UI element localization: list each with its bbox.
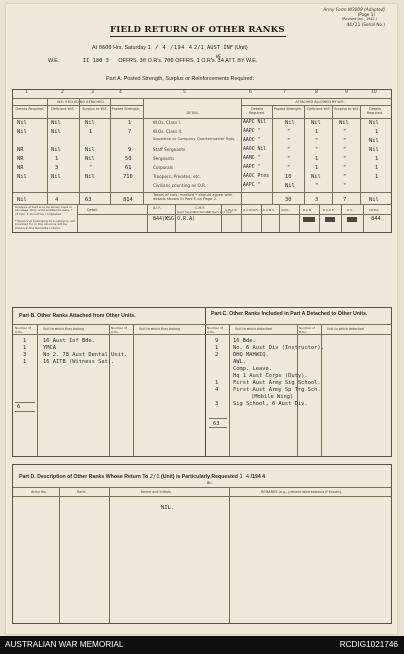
c-row-8-unit: (Mobile Wing)	[251, 394, 294, 400]
row-4-c9: "	[343, 156, 347, 162]
row-4-c10: 1	[375, 156, 379, 162]
we-line	[48, 58, 257, 64]
an-hdr-aif: A.I.F.	[153, 206, 161, 210]
row-6-detail: Troopers, Privates, etc.	[153, 174, 201, 179]
ors2-value: 34	[217, 58, 225, 64]
col-num-1: 1	[25, 90, 28, 95]
row-8-c9: 7	[343, 197, 347, 203]
c-row-6-num: 1	[215, 380, 219, 386]
b-hdr-unit: Unit to which they belong	[43, 327, 85, 331]
row-2-c6: AAOC "	[243, 138, 261, 143]
c-hdr-num: Number of O.Rs.	[207, 326, 223, 334]
part-b-title: Part B. Other Ranks Attached from Other Units.	[19, 313, 136, 319]
col-num-5: 5	[183, 90, 186, 95]
row-8-c8: 3	[315, 197, 319, 203]
an-hdr-civil: CIVIL.	[281, 208, 290, 212]
c-row-1-num: 1	[215, 345, 219, 351]
hdr-detail: DETAIL.	[186, 111, 200, 115]
d-hdr-name: Name and Initials.	[141, 490, 172, 494]
serial-label: (Serial No.)	[361, 22, 385, 27]
col-num-4: 4	[119, 90, 122, 95]
part-d-date: 1 4	[239, 474, 250, 480]
left-group-label: W.E. EXCLUDING ATTACHED.	[57, 100, 105, 104]
row-3-c2: Nil	[51, 147, 61, 153]
row-6-c3: Nil	[85, 174, 95, 180]
row-6-c2: Nil	[51, 174, 61, 180]
we-reference: II 180 3	[82, 58, 109, 64]
analysis-note-2: * Personnel belonging to a category not provided for in the columns will be shown in the Remarks column.	[15, 219, 75, 230]
row-3-c10: Nil	[369, 147, 379, 153]
unit-label: (Unit)	[234, 45, 248, 51]
row-8-c7: 30	[285, 197, 292, 203]
an-hdr-us: U.S.	[347, 208, 354, 212]
offrs-value: 30	[139, 58, 147, 64]
row-4-c2: 1	[55, 156, 59, 162]
att-label: ATT. BY W.E.	[225, 58, 258, 64]
hdr-deficient: Deficient W.E.	[51, 107, 75, 111]
offrs2-value: 1	[196, 58, 200, 64]
row-3-c3: Nil	[85, 147, 95, 153]
ors-value: 700	[163, 58, 174, 64]
time-value: 0600	[98, 45, 112, 51]
form-page	[6, 4, 397, 634]
footer-record-id: RCDIG1021746	[339, 640, 398, 649]
row-8-c2: 4	[55, 197, 59, 203]
an-hdr-aamws: A.A.M.W.S.	[243, 208, 259, 212]
c-row-6-unit: First Aust Army Sig School.	[233, 380, 321, 386]
row-7-c8: "	[315, 183, 319, 189]
c-row-7-unit: First Aust Army Sp Trg Sch.	[233, 387, 321, 393]
row-8-c4: 814	[123, 197, 133, 203]
an-hdr-ran: R.A.N.	[303, 208, 313, 212]
page-title: FIELD RETURN OF OTHER RANKS	[110, 25, 285, 35]
analysis-note-1: Analysis of Part A to be shown here in all cases. Only units entitled to pers. * of cols. 4 should be completed.	[15, 205, 73, 216]
row-5-c7: "	[287, 165, 291, 171]
row-6-c10: 1	[375, 174, 379, 180]
form-revised-text: (Revised Jan., 1942.)	[341, 17, 377, 21]
part-d-unit: 2/1	[149, 474, 160, 480]
analysis-value: 844(WSG.O.R.A)	[153, 216, 196, 222]
row-1-c4: 7	[128, 129, 132, 135]
row-2-c7: "	[287, 138, 291, 144]
row-5-c6: AAPC "	[243, 165, 261, 170]
row-5-c10: 1	[375, 165, 379, 171]
hdr-r-details-required-2: Details Required.	[366, 107, 384, 115]
b-hdr-unit-2: Unit to which they belong	[139, 327, 181, 331]
ors2-label: O.R's.	[201, 58, 217, 64]
part-a-table	[12, 89, 392, 233]
row-7-detail: Civilians counting as O.R.	[153, 183, 207, 188]
row-0-c2: Nil	[51, 120, 61, 126]
col-num-2: 2	[61, 90, 64, 95]
row-1-c2: Nil	[51, 129, 61, 135]
c-hdr-num-2: Number of O.Rs.	[299, 326, 315, 334]
right-group-label: ATTACHED ALLOWED BY W.E.	[295, 100, 345, 104]
row-3-c6: AAOC Nil	[243, 147, 267, 152]
d-hdr-army-no: Army No.	[31, 490, 47, 494]
col-num-10: 10	[371, 90, 377, 95]
row-2-c8: "	[315, 138, 319, 144]
col-num-7: 7	[283, 90, 286, 95]
row-3-c7: "	[287, 147, 291, 153]
b-hdr-num: Number of O.Rs.	[15, 326, 31, 334]
return-date: 1 / 4 /194 4	[147, 45, 193, 51]
c-row-5-unit: Hq 1 Aust Corps (Duty).	[233, 373, 308, 379]
part-a-title: Part A. Posted Strength, Surplus or Reinforcements Required.	[106, 76, 255, 82]
row-5-detail: Corporals	[153, 165, 174, 170]
an-hdr-awas: A.W.A.S.	[225, 208, 238, 212]
hdr-posted-strength: Posted Strength.	[111, 107, 141, 111]
archive-footer	[0, 636, 404, 654]
row-3-c1: NR	[17, 147, 24, 153]
hdr-r-deficient: Deficient W.E.	[307, 107, 331, 111]
col-num-9: 9	[345, 90, 348, 95]
an-hdr-cmf: C.M.F.	[195, 206, 205, 210]
b-total-marker: 6	[17, 404, 21, 410]
hdr-r-details-required: Details Required.	[248, 107, 266, 115]
an-cmf-sub-2: Unit Service	[193, 210, 210, 214]
row-4-c8: 1	[315, 156, 319, 162]
redaction-mark	[325, 217, 335, 222]
part-bc-table	[12, 307, 392, 457]
row-8-c10: Nil	[369, 197, 379, 203]
b-row-0-num: 1	[23, 338, 27, 344]
part-c-title: Part C. Other Ranks Included in Part A Detached to Other Units.	[211, 311, 368, 317]
d-hdr-remarks: REMARKS (e.g., present whereabouts if known).	[261, 490, 343, 494]
row-2-c10: Nil	[369, 138, 379, 144]
hdr-r-posted: Posted Strength.	[273, 107, 303, 111]
col-num-8: 8	[315, 90, 318, 95]
row-3-c4: 9	[128, 147, 132, 153]
form-page-text: (Page 1)	[357, 12, 375, 17]
row-6-c8: Nil	[311, 174, 321, 180]
row-4-c4: 50	[125, 156, 132, 162]
row-6-c7: 10	[285, 174, 292, 180]
footer-archive-name: AUSTRALIAN WAR MEMORIAL	[5, 640, 124, 649]
we-note: WE	[216, 54, 221, 59]
row-7-c9: "	[343, 183, 347, 189]
part-d-title-b: (Unit) is Particularly Requested	[160, 474, 238, 480]
redaction-mark	[347, 217, 357, 222]
row-0-c4: 1	[128, 120, 132, 126]
row-1-c7: "	[287, 129, 291, 135]
row-4-c1: NR	[17, 156, 24, 162]
an-hdr-detail: Detail.	[87, 208, 99, 212]
row-5-c1: NR	[17, 165, 24, 171]
row-6-c1: Nil	[17, 174, 27, 180]
redaction-mark	[303, 217, 315, 222]
an-hdr-total: TOTAL.	[369, 208, 380, 212]
row-8-c3: 63	[85, 197, 92, 203]
form-ref-text: Army Form W3009 (Adapted)	[323, 7, 385, 12]
row-7-c7: Nil	[285, 183, 295, 189]
part-d-value: NIL.	[161, 505, 174, 511]
row-0-c9: Nil	[339, 120, 349, 126]
b-row-0-unit: 16 Aust Inf Bde.	[43, 338, 95, 344]
offrs2-label: OFFRS.	[175, 58, 195, 64]
c-row-9-num: 3	[215, 401, 219, 407]
b-hdr-num-2: Number of O.Rs.	[111, 326, 127, 334]
row-5-c9: "	[343, 165, 347, 171]
part-d-title-a: Part D. Description of Other Ranks Whose Return To	[19, 474, 149, 480]
row-8-c1: Nil	[17, 197, 27, 203]
row-2-detail: Squadron or Company Quartermaster Sgts.	[153, 136, 236, 141]
serial-number: 44/21	[346, 23, 361, 28]
part-d-year: /194 4	[250, 474, 266, 480]
hdr-surplus: Surplus to W.E.	[82, 107, 108, 111]
row-5-c2: 3	[55, 165, 59, 171]
row-2-c9: "	[343, 138, 347, 144]
row-0-c3: Nil	[85, 120, 95, 126]
col-num-3: 3	[91, 90, 94, 95]
row-0-c7: Nil	[285, 120, 295, 126]
row-1-c10: 1	[375, 129, 379, 135]
part-d-table	[12, 464, 392, 624]
c-row-0-num: 9	[215, 338, 219, 344]
row-5-c4: 61	[125, 165, 132, 171]
an-cmf-sub-1: Gen'l Service	[177, 210, 196, 214]
b-row-2-unit: No 2. 78 Aust Dental Unit.	[43, 352, 128, 358]
c-row-9-unit: Sig School, 6 Aust Div.	[233, 401, 308, 407]
row-5-c3: "	[89, 165, 93, 171]
ors-label: O.R's.	[147, 58, 163, 64]
c-row-3-unit: AWL.	[233, 359, 246, 365]
row-1-c3: 1	[89, 129, 93, 135]
we-label: W.E.	[48, 58, 60, 64]
c-row-0-unit: 16 Bde.	[233, 338, 256, 344]
an-cmf-sub-3: 18 Years and over	[207, 210, 233, 214]
part-d-title	[19, 474, 265, 480]
c-hdr-unit-2: Unit to which detached	[327, 327, 364, 331]
row-0-c6: AAPC Nil	[243, 120, 267, 125]
row-1-detail: W.Os. Class II.	[153, 129, 183, 134]
hdr-details-required: Details Required.	[15, 107, 45, 111]
b-row-2-num: 3	[23, 352, 27, 358]
b-row-1-unit: YMCA	[43, 345, 56, 351]
an-hdr-raaf: R.A.A.F.	[323, 208, 335, 212]
c-row-2-num: 2	[215, 352, 219, 358]
title-underline	[110, 36, 286, 37]
row-8-detail: Totals of cols. marked * should agree with details shown in Part E on Page 2.	[153, 192, 233, 201]
b-row-1-num: 1	[23, 345, 27, 351]
row-4-c6: AAMC "	[243, 156, 261, 161]
form-reference	[275, 7, 385, 29]
c-row-2-unit: DHQ MAHWIQ.	[233, 352, 269, 358]
row-0-detail: W.Os. Class I.	[153, 120, 182, 125]
col-num-6: 6	[249, 90, 252, 95]
row-6-c4: 710	[123, 174, 133, 180]
hrs-label: Hrs. Saturday	[113, 45, 147, 51]
row-1-c9: "	[343, 129, 347, 135]
c-row-1-unit: No. 6 Aust Div (Instructor).	[233, 345, 324, 351]
row-3-detail: Staff Sergeants	[153, 147, 186, 152]
b-row-3-unit: 16 AITB (Witness Sat).	[43, 359, 115, 365]
b-row-3-num: 1	[23, 359, 27, 365]
row-1-c6: AAPC "	[243, 129, 261, 134]
row-1-c1: Nil	[17, 129, 27, 135]
row-7-c6: AAPC "	[243, 183, 261, 188]
an-hdr-aans: A.A.N.S.	[263, 208, 275, 212]
unit-name: 2/1 AUST INF	[194, 45, 233, 51]
row-1-c8: 1	[315, 129, 319, 135]
time-line	[92, 45, 248, 51]
row-5-c8: 1	[315, 165, 319, 171]
d-hdr-rank: Rank.	[77, 490, 87, 494]
c-row-4-unit: Comp. Leave.	[233, 366, 272, 372]
row-4-c3: Nil	[85, 156, 95, 162]
row-0-c10: Nil	[369, 120, 379, 126]
row-4-detail: Sergeants	[153, 156, 175, 161]
row-0-c8: Nil	[311, 120, 321, 126]
at-label: At	[92, 45, 98, 51]
row-3-c9: "	[343, 147, 347, 153]
row-0-c1: Nil	[17, 120, 27, 126]
row-3-c8: "	[315, 147, 319, 153]
row-6-c6: AAOC Ptes	[243, 174, 269, 179]
part-d-unit-note: Bn.	[207, 480, 214, 485]
c-row-7-num: 4	[215, 387, 219, 393]
analysis-total: 844	[371, 216, 381, 222]
c-hdr-unit: Unit to which detached	[235, 327, 272, 331]
offrs-label: OFFRS.	[118, 58, 139, 64]
c-total-marker: 63	[213, 421, 220, 427]
row-6-c9: "	[343, 174, 347, 180]
hdr-r-surplus: Surplus to W.E.	[334, 107, 360, 111]
row-4-c7: "	[287, 156, 291, 162]
